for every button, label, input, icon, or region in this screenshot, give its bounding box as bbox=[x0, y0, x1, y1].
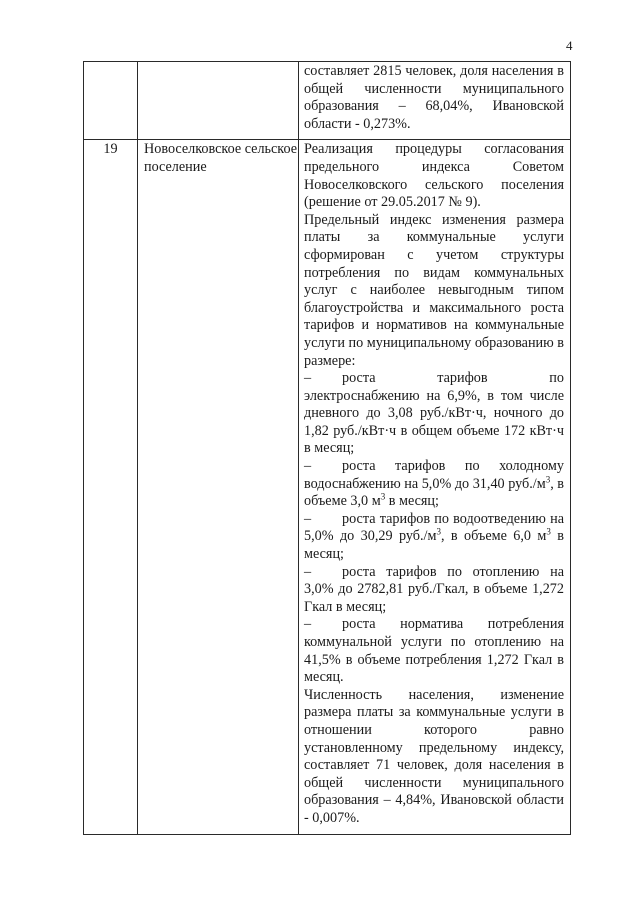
description-cell bbox=[299, 62, 571, 140]
description-text: составляет 2815 человек, доля населения в общей численности муниципального образования – 68,04%, Ивановской области - 0,273%. bbox=[304, 63, 564, 132]
municipality-cell bbox=[138, 140, 299, 835]
table-row bbox=[84, 62, 571, 140]
list-item: – роста тарифов по холодному водоснабжению на 5,0% до 31,40 $руб./м^3$, в объеме 3,0 $м^3$ в месяц; bbox=[304, 458, 564, 510]
list-item: – роста тарифов по водоотведению на 5,0% до 30,29 $руб./м^3$, в объеме 6,0 $м^3$ в месяц; bbox=[304, 510, 565, 563]
approval-text: Реализация процедуры согласования предельного индекса Советом Новоселковского сельского поселения (решение от 29.05.2017 № 9). bbox=[304, 141, 564, 211]
list-item: – роста норматива потребления коммунальной услуги по отоплению на 41,5% в объеме потребления 1,272 Гкал в месяц. bbox=[304, 616, 564, 686]
population-paragraph: Численность населения, изменение размера платы за коммунальные услуги в отношении которого равно установленному предельному индексу, составляет 71 человек, доля населения в общей численности муниципального образования – 4,84%, Ивановской области - 0,007%. bbox=[304, 686, 564, 826]
row-number-cell bbox=[84, 62, 138, 140]
row-number-cell bbox=[84, 140, 138, 835]
row-number: 19 bbox=[103, 141, 118, 158]
index-table bbox=[83, 61, 571, 835]
index-paragraph: Предельный индекс изменения размера платы за коммунальные услуги сформирован с учетом структуры потребления по видам коммунальных услуг с наиболее невыгодным типом благоустройства и максимального роста тарифов и нормативов на коммунальные услуги по муниципальному образованию в размере: bbox=[304, 211, 564, 369]
table-row bbox=[84, 140, 571, 835]
municipality-cell bbox=[138, 62, 299, 140]
list-item: – роста тарифов по электроснабжению на 6,9%, в том числе дневного до 3,08 руб./кВт·ч, ночного до 1,82 руб./кВт·ч в общем объеме 172 кВт·ч в месяц; bbox=[304, 370, 564, 457]
list-item: – роста тарифов по отоплению на 3,0% до 2782,81 руб./Гкал, в объеме 1,272 Гкал в месяц; bbox=[304, 563, 564, 615]
municipality-name: Новоселковское сельское поселение bbox=[144, 141, 298, 175]
page-number: 4 bbox=[566, 38, 573, 53]
description-cell bbox=[299, 140, 571, 835]
